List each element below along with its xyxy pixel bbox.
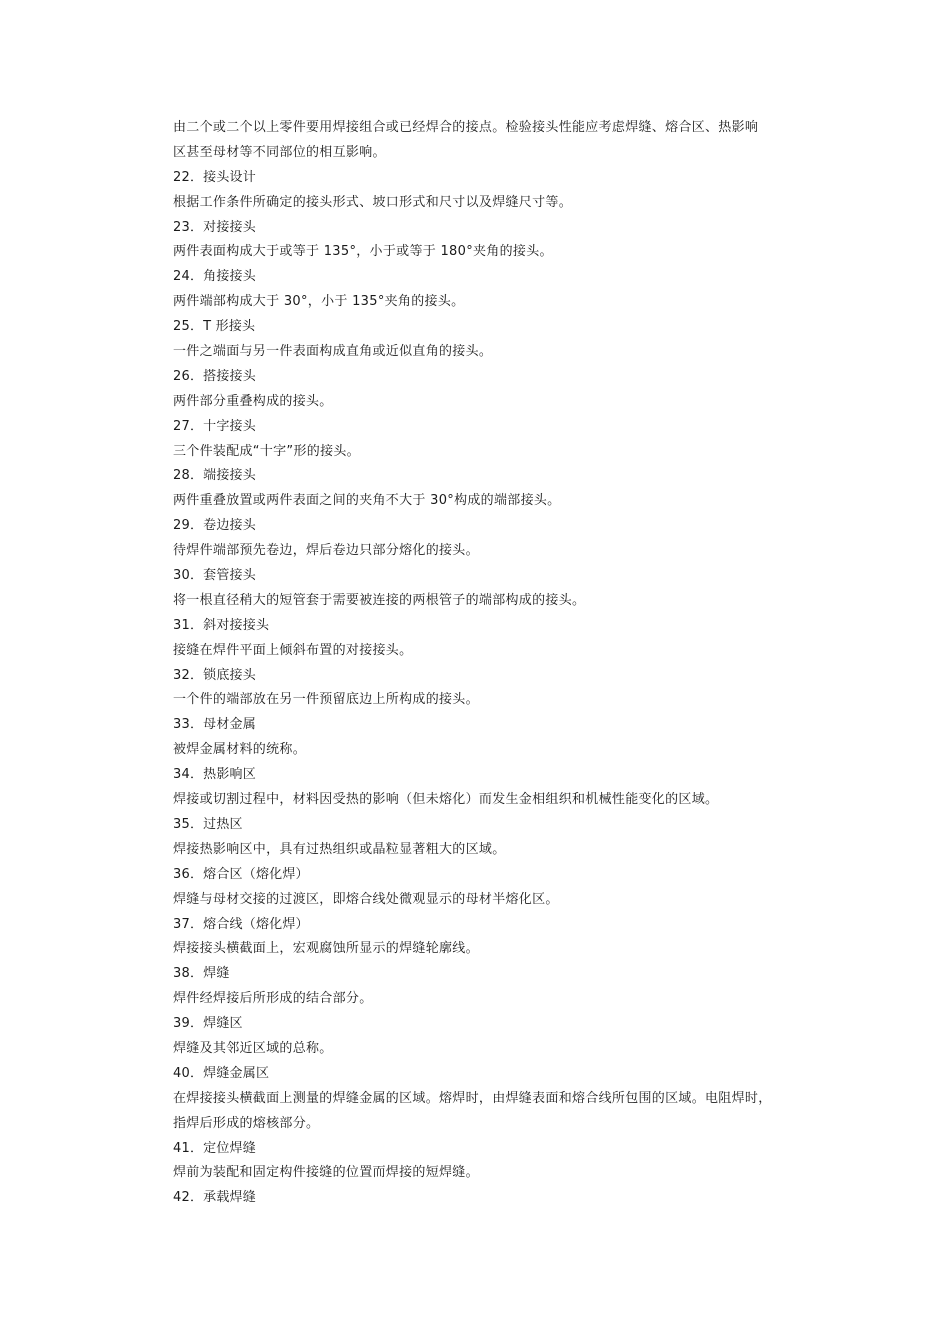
term-heading: 32．锁底接头 [173,667,256,683]
term-heading: 25．T 形接头 [173,319,256,335]
definition-line: 焊接热影响区中，具有过热组织或晶粒显著粗大的区域。 [173,841,506,857]
definition-line: 在焊接接头横截面上测量的焊缝金属的区域。熔焊时，由焊缝表面和熔合线所包围的区域。电阻焊时， [173,1090,772,1106]
definition-line: 焊接接头横截面上，宏观腐蚀所显示的焊缝轮廓线。 [173,941,479,957]
term-heading: 28．端接接头 [173,468,256,484]
term-heading: 37．熔合线（熔化焊） [173,916,309,932]
term-heading: 29．卷边接头 [173,518,256,534]
definition-line: 区甚至母材等不同部位的相互影响。 [173,144,386,160]
definition-line: 两件表面构成大于或等于 135°，小于或等于 180°夹角的接头。 [173,244,553,260]
definition-line: 根据工作条件所确定的接头形式、坡口形式和尺寸以及焊缝尺寸等。 [173,194,573,210]
term-heading: 38．焊缝 [173,966,230,982]
definition-line: 焊件经焊接后所形成的结合部分。 [173,991,373,1007]
term-heading: 33．母材金属 [173,717,256,733]
term-heading: 31．斜对接接头 [173,617,270,633]
definition-line: 一个件的端部放在另一件预留底边上所构成的接头。 [173,692,479,708]
term-heading: 23．对接接头 [173,219,256,235]
term-heading: 34．热影响区 [173,767,256,783]
definition-line: 一件之端面与另一件表面构成直角或近似直角的接头。 [173,344,493,360]
definition-line: 三个件装配成“十字”形的接头。 [173,443,360,459]
definition-line: 两件重叠放置或两件表面之间的夹角不大于 30°构成的端部接头。 [173,493,561,509]
definition-line: 焊前为装配和固定构件接缝的位置而焊接的短焊缝。 [173,1165,479,1181]
definition-line: 接缝在焊件平面上倾斜布置的对接接头。 [173,642,413,658]
term-heading: 30．套管接头 [173,568,256,584]
term-heading: 35．过热区 [173,816,243,832]
definition-line: 指焊后形成的熔核部分。 [173,1115,320,1131]
definition-line: 由二个或二个以上零件要用焊接组合或已经焊合的接点。检验接头性能应考虑焊缝、熔合区、热影响 [173,120,759,135]
term-heading: 41．定位焊缝 [173,1140,256,1156]
term-heading: 27．十字接头 [173,418,256,434]
definition-line: 将一根直径稍大的短管套于需要被连接的两根管子的端部构成的接头。 [173,592,586,608]
term-heading: 40．焊缝金属区 [173,1065,270,1081]
document-page [173,116,813,1211]
definition-line: 焊接或切割过程中，材料因受热的影响（但未熔化）而发生金相组织和机械性能变化的区域。 [173,792,719,808]
term-heading: 26．搭接接头 [173,368,256,384]
definition-line: 被焊金属材料的统称。 [173,742,307,758]
definition-line: 两件部分重叠构成的接头。 [173,393,333,409]
term-heading: 42．承载焊缝 [173,1190,256,1206]
term-heading: 36．熔合区（熔化焊） [173,866,309,882]
definition-line: 待焊件端部预先卷边，焊后卷边只部分熔化的接头。 [173,543,479,559]
term-heading: 24．角接接头 [173,269,256,285]
definition-line: 两件端部构成大于 30°，小于 135°夹角的接头。 [173,294,465,310]
term-heading: 22．接头设计 [173,169,256,185]
term-heading: 39．焊缝区 [173,1016,243,1032]
definition-line: 焊缝与母材交接的过渡区，即熔合线处微观显示的母材半熔化区。 [173,891,559,907]
definition-line: 焊缝及其邻近区域的总称。 [173,1040,333,1056]
